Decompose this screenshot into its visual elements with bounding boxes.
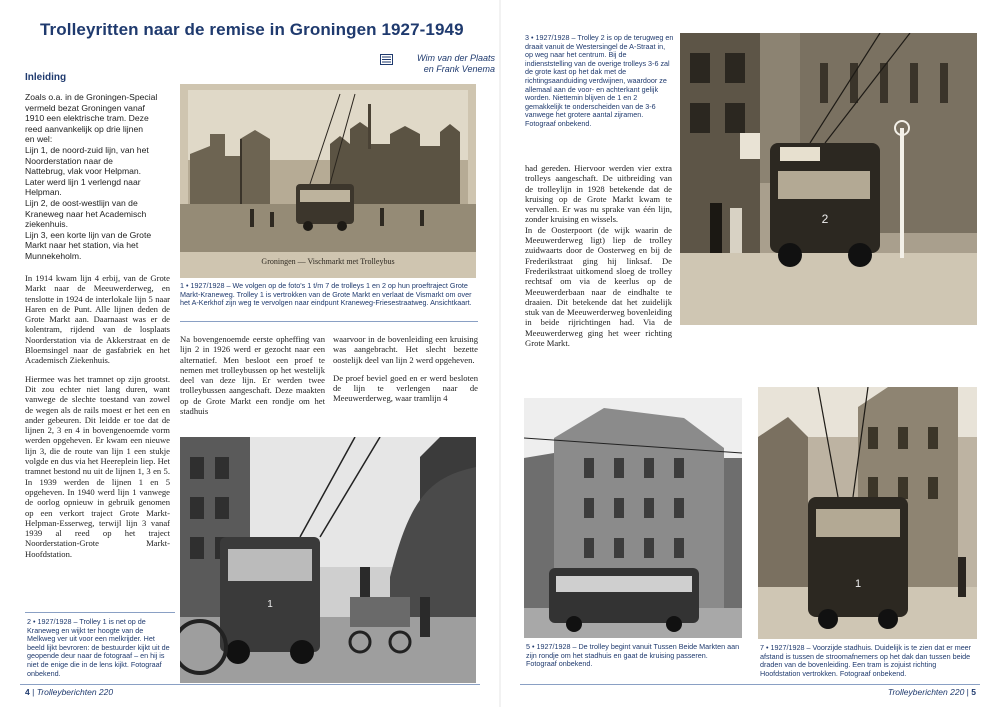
intro-line: reed aanvankelijk op drie lijnen (25, 123, 144, 134)
intro-line: Lijn 1, de noord-zuid lijn, van het (25, 144, 149, 155)
footer-right (888, 687, 976, 697)
page-gutter (499, 0, 501, 707)
intro-line: vermeld bezat Groningen vanaf (25, 102, 145, 113)
caption-1-rule (180, 321, 478, 322)
column-2-text (180, 334, 325, 424)
intro-line: Lijn 3, een korte lijn van de Grote (25, 229, 152, 240)
photo-1-postcard (180, 84, 476, 278)
photo-5-stadhuis-rondje (524, 398, 742, 638)
intro-line: ziekenhuis. (25, 219, 68, 230)
paragraph: Na bovengenoemde eerste opheffing van lijn 2 in 1926 werd er gezocht naar een alternatief. Men besloot een proef te nemen met trolleybussen op het westelijk deel van deze lijn. Er werden twee trolleybussen aangeschaft. Deze maakten op de Grote Markt een rondje om het stadhuis (180, 334, 325, 417)
paragraph: In de Oosterpoort (de wijk waarin de Meeuwerderweg ligt) liep de trolley zuidwaarts door de Oosterweg en bij de Frederikstraat ging hij linksaf. De Frederikstraat uitkomend sloeg de trolley rechtsaf om via de keerlus op de Meeuwerderbaan naar de eindhalte te draaien. Dit betekende dat het zuidelijk stuk van de Meeuwerderweg bovenleiding in beide rijrichtingen had. Via de Meeuwerderweg ging het weer richting Grote Markt. (525, 224, 672, 349)
photo-7-voorzijde-stadhuis (758, 387, 977, 639)
column-1-text (25, 273, 170, 567)
footer-rule-left (20, 684, 480, 685)
publication-title-left: Trolleyberichten 220 (36, 687, 114, 697)
footer-separator: | (966, 687, 969, 697)
postcard-caption: Groningen — Vischmarkt met Trolleybus (261, 257, 395, 266)
author-credit (400, 53, 495, 75)
intro-line: Nattebrug, vlak voor Helpman. (25, 166, 142, 177)
trolley-number: 1 (854, 578, 862, 590)
photo-2-kraneweg (180, 437, 476, 683)
intro-line: Later werd lijn 1 verlengd naar (25, 176, 141, 187)
caption-2: 2 • 1927/1928 – Trolley 1 is net op de Kraneweg en wijkt ter hoogte van de Melkweg ver uit voor een melkrijder. Het beeld lijkt bevroren: de bestuurder kijkt uit de geopende deur naar de fotograaf – en hij is niet de enige die in de lens kijkt. Fotograaf onbekend. (27, 617, 170, 678)
section-heading: Inleiding (25, 72, 67, 83)
paragraph: waarvoor in de bovenleiding een kruising was aangebracht. Het slecht bezette oostelijk deel van lijn 2 werd opgeheven. (333, 334, 478, 365)
intro-line: en wel: (25, 134, 53, 145)
intro-line: Munnekeholm. (25, 250, 82, 261)
caption-3: 3 • 1927/1928 – Trolley 2 is op de terugweg en draait vanuit de Westersingel de A-Straat in, op weg naar het centrum. Bij de indienststelling van de overige trolleys 3-6 zal de grote kast op het dak met de richtingsaanduiding verdwijnen, waardoor ze allemaal aan de voor- en achterkant gelijk worden. Niettemin blijven de 1 en 2 gemakkelijk te onderscheiden van de 3-6 vanwege het grotere aantal zijramen. Fotograaf onbekend. (525, 33, 674, 128)
caption-2-rule (25, 612, 175, 613)
article-title: Trolleyritten naar de remise in Groningen 1927-1949 (40, 20, 464, 39)
right-column-text (525, 163, 672, 356)
caption-5: 5 • 1927/1928 – De trolley begint vanuit Tussen Beide Markten aan zijn rondje om het stadhuis en gaat de kruising passeren. Fotograaf onbekend. (526, 642, 740, 669)
publication-title-right: Trolleyberichten 220 (887, 687, 965, 697)
caption-7: 7 • 1927/1928 – Voorzijde stadhuis. Duidelijk is te zien dat er meer afstand is tussen de stroomafnemers op het dak dan tussen beide draden van de bovenleiding. Een tram is zojuist richting Hoofdstation vertrokken. Fotograaf onbekend. (760, 643, 972, 678)
footer-rule-right (520, 684, 980, 685)
intro-line: Kraneweg naar het Academisch (25, 208, 147, 219)
intro-line: Markt naar het station, via het (25, 240, 139, 251)
photo-3-a-straat (680, 33, 977, 325)
author-line-2: en Frank Venema (423, 64, 495, 74)
column-3-text (333, 334, 478, 412)
intro-text (25, 92, 175, 262)
intro-line: 1910 een elektrische tram. Deze (25, 113, 149, 124)
paragraph: had gereden. Hiervoor werden vier extra trolleys aangeschaft. De uitbreiding van de trolleylijn in 1928 betekende dat de kruising op de Grote Markt kwam te vervallen. Er was nu sprake van één lijn, zonder kruising en wissels. (525, 163, 672, 225)
caption-1: 1 • 1927/1928 – We volgen op de foto's 1 t/m 7 de trolleys 1 en 2 op hun proeftraject Grote Markt-Kraneweg. Trolley 1 is vertrokken van de Grote Markt en verlaat de Vismarkt om over het A-Kerkhof zijn weg te vervolgen naar eindpunt Kraneweg-Friesestraatweg. Ansichtkaart. (180, 281, 472, 308)
footer-separator: | (32, 687, 35, 697)
page-number-left: 4 (25, 687, 30, 697)
intro-line: Noorderstation naar de (25, 155, 113, 166)
footer-left (25, 687, 113, 697)
intro-line: Zoals o.a. in de Groningen-Special (25, 92, 158, 102)
trolley-number: 2 (821, 212, 829, 226)
page-number-right: 5 (971, 687, 976, 697)
author-line-1: Wim van der Plaats (417, 53, 495, 63)
paragraph: De proef beviel goed en er werd besloten de lijn te verlengen naar de Meeuwerderweg, waar tramlijn 4 (333, 372, 478, 404)
trolley-number: 1 (267, 599, 273, 610)
intro-line: Lijn 2, de oost-westlijn van de (25, 197, 138, 208)
intro-line: Helpman. (25, 187, 62, 198)
author-icon (380, 54, 393, 65)
paragraph: In 1914 kwam lijn 4 erbij, van de Grote Markt naar de Meeuwerderweg, en tenslotte in 1924 de interlokale lijn 5 naar Haren en de Punt. Alle lijnen deden de Grote Markt aan. Daarnaast was er de kolentram, rijdend van de losplaats Noorderstation via de Akkerstraat en de Bloemsingel naar de gasfabriek en het Academisch Ziekenhuis. (25, 273, 170, 366)
paragraph: Hiermee was het tramnet op zijn grootst. Dit zou echter niet lang duren, want vanwege de slechte toestand van zowel de wegen als de rails moest er het een en ander gebeuren. Dit leidde er toe dat de lijnen 2, 3 en 4 in bovengenoemde vorm werden opgeheven. Er kwam een nieuwe lijn 3, die de route van lijn 1 een stukje volgde en dus via het Heereplein liep. Het tramnet bestond nu uit de lijnen 1, 3 en 5. In 1939 werden de lijnen 1 en 5 opgeheven. In 1940 werd lijn 1 vanwege de oorlog opnieuw in gebruik genomen op een verkort traject Grote Markt-Helpman-Esserweg, terwijl lijn 3 vanaf 1939 al reed op het traject Noorderstation-Grote Markt-Hoofdstation. (25, 373, 170, 559)
